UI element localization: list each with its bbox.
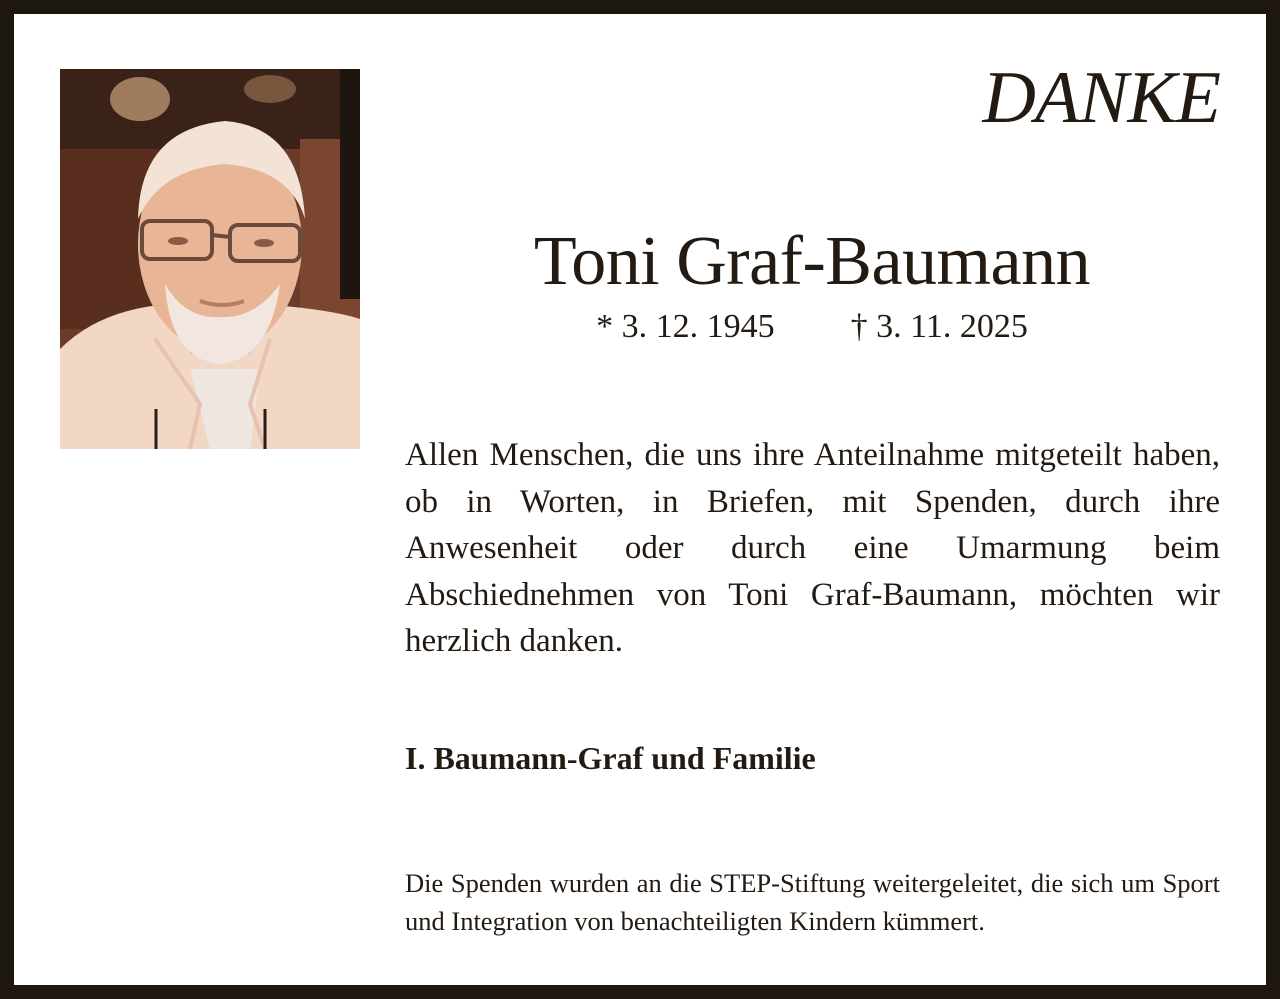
deceased-name: Toni Graf-Baumann — [533, 223, 1091, 300]
birth-date: * 3. 12. 1945 — [596, 308, 775, 345]
thank-you-message: Allen Menschen, die uns ihre Anteilnahme mitgeteilt haben, ob in Worten, in Briefen, mit Spenden, durch ihre Anwesenheit oder durch eine Umarmung beim Abschiednehmen von Toni Graf-Baumann, möchten wir herzlich danken. — [405, 437, 1220, 659]
obituary-card — [14, 14, 1266, 985]
danke-heading: DANKE — [982, 57, 1220, 139]
family-signature: I. Baumann-Graf und Familie — [405, 740, 816, 776]
death-date: † 3. 11. 2025 — [850, 308, 1028, 345]
donation-note: Die Spenden wurden an die STEP-Stiftung weitergeleitet, die sich um Sport und Integration von benachteiligten Kindern kümmert. — [405, 868, 1220, 936]
life-dates — [404, 308, 1220, 346]
portrait-photo — [60, 69, 360, 449]
